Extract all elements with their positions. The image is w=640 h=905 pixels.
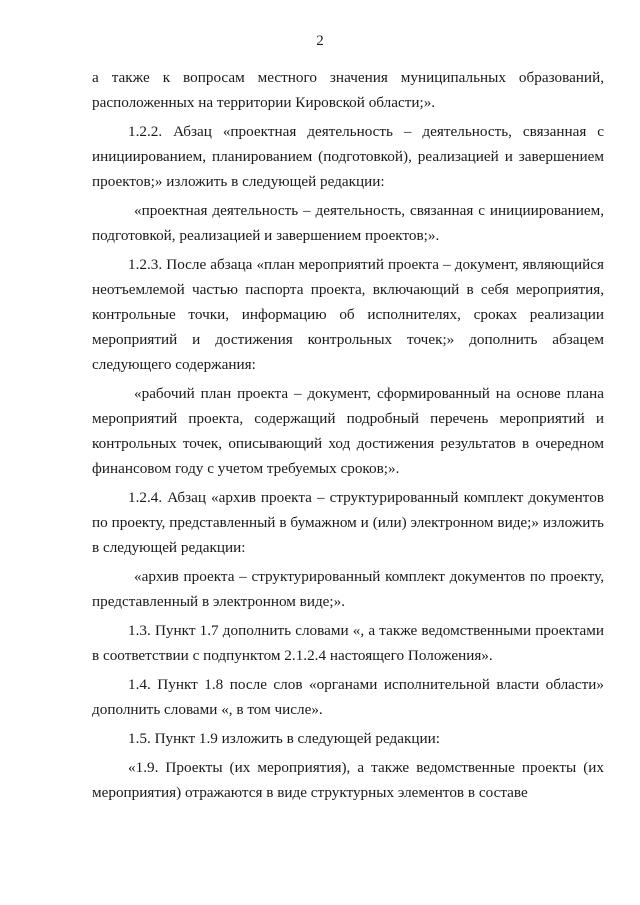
paragraph-1-2-4: 1.2.4. Абзац «архив проекта – структурированный комплект документов по проекту, представленный в бумажном и (или) электронном виде;» изложить в следующей редакции: — [92, 489, 604, 556]
paragraph-1-3: 1.3. Пункт 1.7 дополнить словами «, а также ведомственными проектами в соответствии с подпунктом 2.1.2.4 настоящего Положения». — [92, 622, 604, 664]
paragraph-1-2-3: 1.2.3. После абзаца «план мероприятий проекта – документ, являющийся неотъемлемой частью паспорта проекта, включающий в себя мероприятия, контрольные точки, информацию об исполнителях, сроках реализации мероприятий и достижения контрольных точек;» дополнить абзацем следующего содержания: — [92, 256, 604, 373]
paragraph-quote-1-9: «1.9. Проекты (их мероприятия), а также ведомственные проекты (их мероприятия) отражаются в виде структурных элементов в составе — [92, 759, 604, 801]
paragraph-continuation: а также к вопросам местного значения муниципальных образований, расположенных на территории Кировской области;». — [92, 69, 604, 111]
paragraph-quote-work-plan: «рабочий план проекта – документ, сформированный на основе плана мероприятий проекта, содержащий подробный перечень мероприятий и контрольных точек, описывающий ход достижения результатов в очередном финансовом году с учетом требуемых сроков;». — [92, 385, 604, 477]
paragraph-quote-project-activity: «проектная деятельность – деятельность, связанная с инициированием, подготовкой, реализацией и завершением проектов;». — [92, 202, 604, 244]
paragraph-1-5: 1.5. Пункт 1.9 изложить в следующей редакции: — [128, 730, 441, 747]
paragraph-quote-archive: «архив проекта – структурированный комплект документов по проекту, представленный в электронном виде;». — [92, 568, 604, 610]
document-body — [92, 65, 604, 809]
paragraph-1-4: 1.4. Пункт 1.8 после слов «органами исполнительной власти области» дополнить словами «, в том числе». — [92, 676, 604, 718]
page-number: 2 — [316, 33, 324, 49]
paragraph-1-2-2: 1.2.2. Абзац «проектная деятельность – деятельность, связанная с инициированием, планированием (подготовкой), реализацией и завершением проектов;» изложить в следующей редакции: — [92, 123, 604, 190]
